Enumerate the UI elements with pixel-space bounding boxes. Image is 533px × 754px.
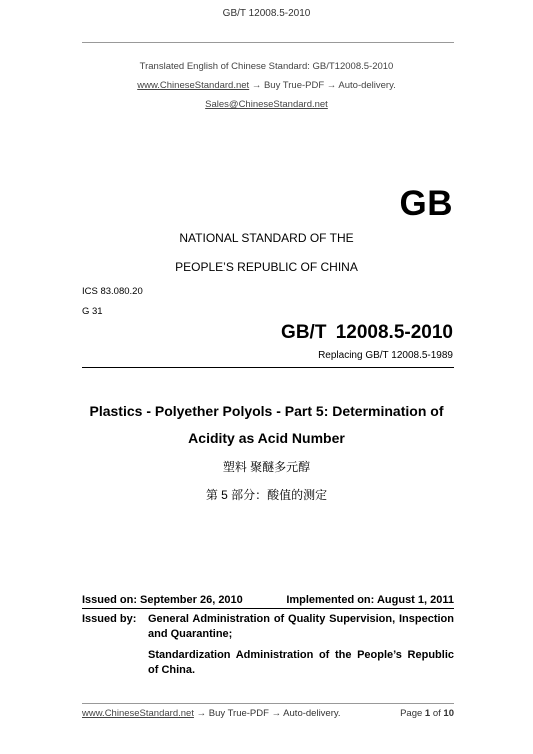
site-link[interactable]: www.ChineseStandard.net — [137, 80, 250, 91]
chinese-title-line1: 塑料 聚醚多元醇 — [222, 460, 311, 474]
gb-logo: GB — [399, 184, 453, 223]
email-link[interactable]: Sales@ChineseStandard.net — [205, 99, 328, 110]
standard-number: GB/T 12008.5-2010 — [281, 322, 453, 343]
header-divider — [82, 42, 454, 43]
issuer-sac: Standardization Administration of the People’s Republic of China. — [148, 649, 454, 676]
issued-on: Issued on: September 26, 2010 — [82, 594, 243, 606]
purchase-text: → Buy True-PDF → Auto-delivery. — [249, 80, 396, 91]
ics-code: ICS 83.080.20 — [82, 286, 143, 297]
document-title-line2: Acidity as Acid Number — [188, 430, 345, 446]
dates-divider — [82, 608, 454, 609]
g-code: G 31 — [82, 306, 103, 317]
page-indicator — [400, 708, 454, 719]
chinese-title-line2: 第 5 部分：酸值的测定 — [205, 488, 328, 502]
footer — [82, 708, 454, 719]
translation-note: Translated English of Chinese Standard: GB/T12008.5-2010 — [139, 61, 394, 72]
issuer-aqsiq: General Administration of Quality Supervision, Inspection and Quarantine; — [148, 613, 454, 640]
dates-row — [82, 594, 454, 606]
footer-site-link[interactable]: www.ChineseStandard.net — [82, 708, 194, 719]
page-prefix: Page — [400, 708, 423, 719]
purchase-line — [0, 80, 533, 91]
issued-by-label: Issued by: — [82, 613, 137, 625]
national-standard-line1: NATIONAL STANDARD OF THE — [179, 231, 354, 245]
title-divider — [82, 367, 454, 368]
document-title-line1: Plastics - Polyether Polyols - Part 5: Determination of — [89, 403, 444, 419]
footer-divider — [82, 703, 454, 704]
running-header: GB/T 12008.5-2010 — [222, 8, 311, 19]
page-total: 10 — [443, 708, 454, 719]
implemented-on: Implemented on: August 1, 2011 — [286, 594, 454, 606]
page-of: of — [432, 708, 441, 719]
national-standard-line2: PEOPLE’S REPUBLIC OF CHINA — [175, 260, 358, 274]
footer-purchase-text: → Buy True-PDF → Auto-delivery. — [193, 708, 341, 719]
replacing-note: Replacing GB/T 12008.5-1989 — [318, 350, 453, 361]
issued-by-block — [82, 612, 454, 678]
page-number: 1 — [424, 708, 431, 719]
email-line — [0, 99, 533, 110]
